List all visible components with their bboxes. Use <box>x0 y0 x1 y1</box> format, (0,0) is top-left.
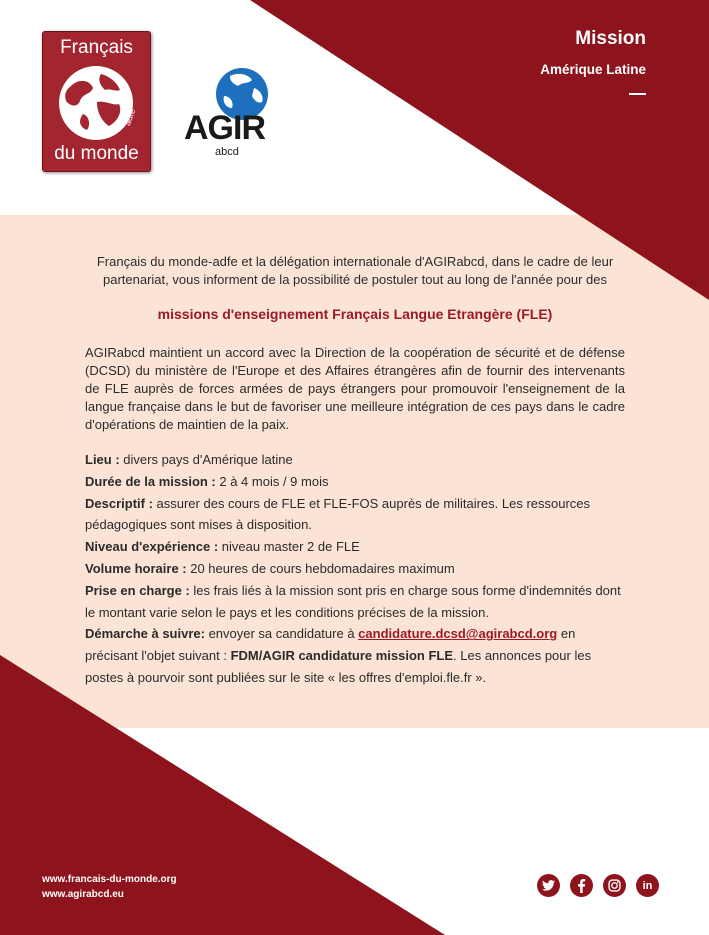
mission-headline: missions d'enseignement Français Langue Etrangère (FLE) <box>157 306 553 322</box>
lieu-label: Lieu : <box>85 452 120 467</box>
detail-duree <box>85 471 625 493</box>
demarche-label: Démarche à suivre: <box>85 626 205 642</box>
duree-value: 2 à 4 mois / 9 mois <box>215 473 329 489</box>
application-email-link[interactable]: candidature.dcsd@agirabcd.org <box>358 626 558 642</box>
mission-details <box>85 449 625 689</box>
mission-header <box>540 28 646 95</box>
volume-label: Volume horaire : <box>85 560 187 576</box>
logo-fdm-line2: du monde <box>54 143 139 164</box>
header-dash <box>629 93 646 95</box>
logo-fdm-tag: adfe <box>122 107 138 127</box>
globe-icon <box>57 64 138 142</box>
twitter-icon[interactable] <box>537 874 560 897</box>
agir-sub: abcd <box>215 146 239 158</box>
prise-label: Prise en charge : <box>85 582 190 598</box>
agir-wordmark: AGIR <box>184 109 265 147</box>
detail-demarche <box>85 623 625 688</box>
demarche-text2: en précisant l'objet suivant : <box>85 626 576 664</box>
demarche-text3: . Les annonces pour les postes à pourvoir sont publiées sur le site « les offres d'emploi.fle.fr ». <box>85 648 592 685</box>
detail-lieu <box>85 449 625 471</box>
prise-value: les frais liés à la mission sont pris en charge sous forme d'indemnités dont le montant varie selon le pays et les conditions précises de la mission. <box>85 582 621 620</box>
linkedin-label: in <box>642 879 653 892</box>
mission-region: Amérique Latine <box>540 62 646 77</box>
instagram-icon[interactable] <box>603 874 626 897</box>
demarche-text1: envoyer sa candidature à <box>204 626 359 642</box>
footer-link-fdm[interactable]: www.francais-du-monde.org <box>42 874 177 885</box>
descriptif-label: Descriptif : <box>85 495 153 511</box>
agir-abcd-logo <box>184 66 292 158</box>
linkedin-icon[interactable] <box>636 874 659 897</box>
lieu-value: divers pays d'Amérique latine <box>119 452 293 467</box>
mission-title: Mission <box>575 28 646 49</box>
description-paragraph: AGIRabcd maintient un accord avec la Direction de la coopération de sécurité et de défense (DCSD) du ministère de l'Europe et des Affaires étrangères afin de fournir des intervenants de FLE auprès de forces armées de pays étrangers pour promouvoir l'enseignement de la langue française dans le but de favoriser une meilleure intégration de ces pays dans le cadre d'opérations de maintien de la paix. <box>85 345 625 432</box>
volume-value: 20 heures de cours hebdomadaires maximum <box>186 560 455 576</box>
francais-du-monde-logo <box>42 31 151 172</box>
detail-volume <box>85 558 625 580</box>
detail-prise <box>85 580 625 624</box>
objet-subject: FDM/AGIR candidature mission FLE <box>230 648 454 664</box>
footer-links <box>42 872 177 902</box>
niveau-label: Niveau d'expérience : <box>85 539 219 555</box>
duree-label: Durée de la mission : <box>85 473 216 489</box>
detail-descriptif <box>85 493 625 537</box>
detail-niveau <box>85 536 625 558</box>
descriptif-value: assurer des cours de FLE et FLE-FOS auprès de militaires. Les ressources pédagogiques sont mises à disposition. <box>85 495 591 533</box>
niveau-value: niveau master 2 de FLE <box>218 539 360 555</box>
logo-fdm-line1: Français <box>60 37 133 58</box>
facebook-icon[interactable] <box>570 874 593 897</box>
footer-link-agir[interactable]: www.agirabcd.eu <box>42 889 124 900</box>
intro-text: Français du monde-adfe et la délégation internationale d'AGIRabcd, dans le cadre de leur partenariat, vous informent de la possibilité de postuler tout au long de l'année pour des <box>96 254 614 287</box>
